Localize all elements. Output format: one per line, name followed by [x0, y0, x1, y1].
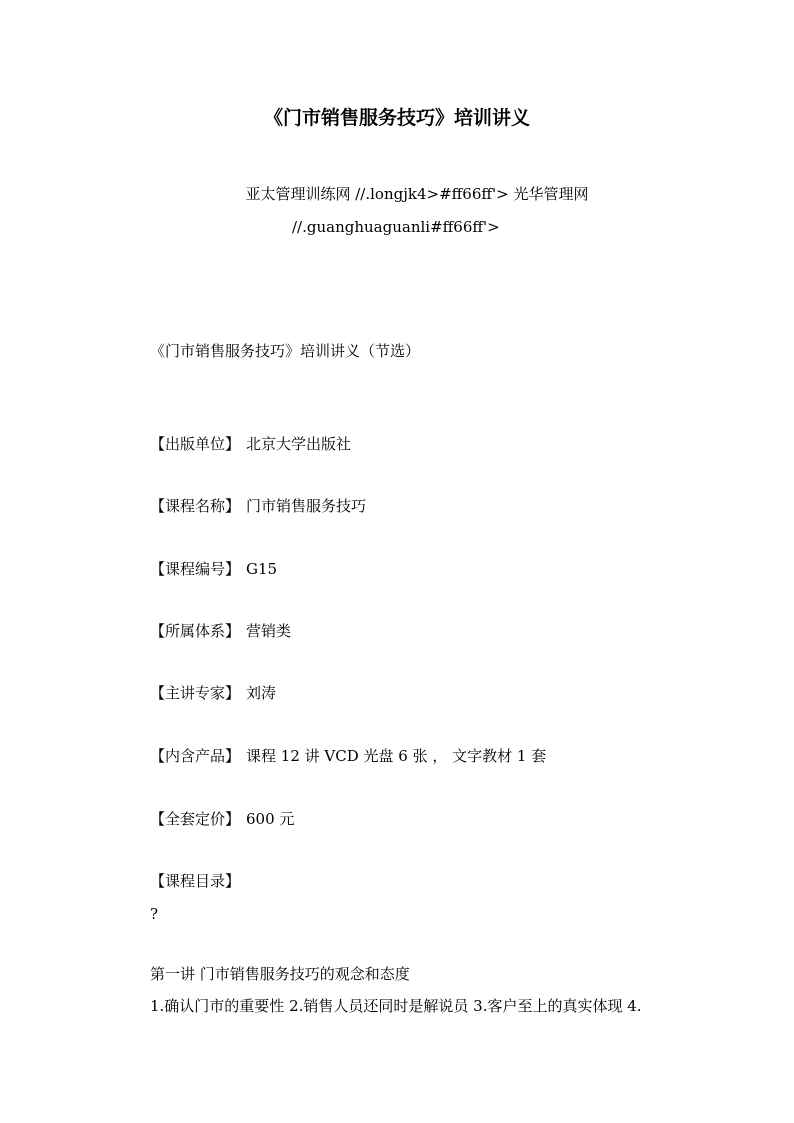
lecture-1-title: 第一讲 门市销售服务技巧的观念和态度	[150, 965, 410, 983]
field-category	[150, 620, 291, 642]
field-course-code	[150, 558, 277, 580]
field-course-name	[150, 495, 366, 517]
source-line-2: //.guanghuaguanli#ff66ff'>	[292, 218, 500, 236]
field-value: 600 元	[246, 810, 295, 828]
document-subtitle: 《门市销售服务技巧》培训讲义（节选）	[150, 342, 421, 360]
field-contents	[150, 745, 546, 767]
toc-label: 【课程目录】	[150, 872, 241, 890]
field-value: 北京大学出版社	[246, 435, 352, 453]
field-label: 【内含产品】	[150, 747, 241, 765]
field-label: 【出版单位】	[150, 435, 241, 453]
field-label: 【全套定价】	[150, 810, 241, 828]
field-label: 【所属体系】	[150, 622, 241, 640]
field-value: 课程 12 讲 VCD 光盘 6 张 ， 文字教材 1 套	[246, 747, 547, 765]
field-value: 门市销售服务技巧	[246, 497, 367, 515]
question-mark: ?	[150, 905, 159, 923]
document-title: 《门市销售服务技巧》培训讲义	[263, 107, 530, 129]
field-publisher	[150, 433, 351, 455]
field-value: 刘涛	[246, 684, 277, 702]
field-lecturer	[150, 682, 276, 704]
field-value: G15	[246, 560, 278, 578]
lecture-1-items: 1.确认门市的重要性 2.销售人员还同时是解说员 3.客户至上的真实体现 4.	[150, 997, 642, 1015]
field-label: 【课程编号】	[150, 560, 241, 578]
source-line-1: 亚太管理训练网 //.longjk4>#ff66ff'> 光华管理网	[245, 185, 589, 203]
field-price	[150, 808, 294, 830]
field-label: 【课程名称】	[150, 497, 241, 515]
field-value: 营销类	[246, 622, 292, 640]
field-label: 【主讲专家】	[150, 684, 241, 702]
